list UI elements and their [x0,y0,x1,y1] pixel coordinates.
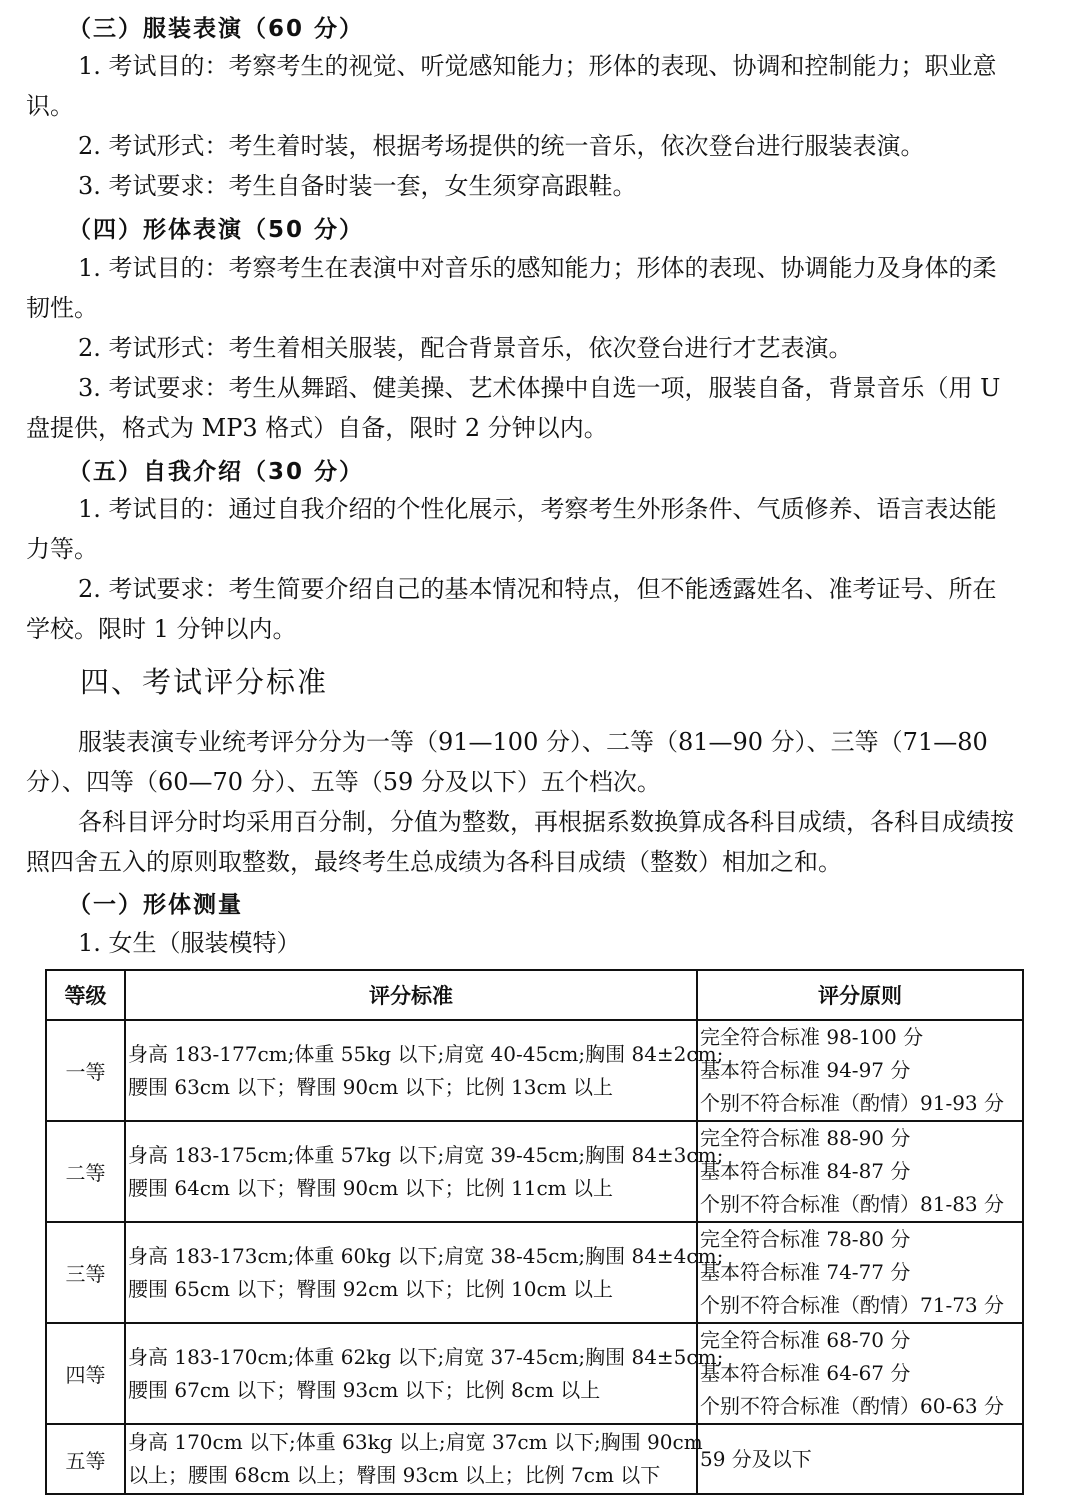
table-row [46,1222,1023,1323]
section-item: 1. 考试目的：考察考生在表演中对音乐的感知能力；形体的表现、协调能力及身体的柔韧性。 [26,254,997,322]
section-item: 2. 考试要求：考生简要介绍自己的基本情况和特点，但不能透露姓名、准考证号、所在学校。限时 1 分钟以内。 [26,575,997,643]
principle-cell [697,1222,1023,1323]
principle-line: 完全符合标准 68-70 分 [700,1328,911,1352]
table-row [46,1121,1023,1222]
standard-line: 腰围 64cm 以下；臀围 90cm 以下；比例 11cm 以上 [128,1175,613,1200]
standard-cell [125,1222,724,1323]
principle-line: 完全符合标准 78-80 分 [700,1227,911,1251]
standard-line: 腰围 67cm 以下；臀围 93cm 以下；比例 8cm 以上 [128,1377,601,1402]
grade-cell: 一等 [46,1020,125,1121]
header-principle: 评分原则 [697,970,1023,1020]
standard-line: 身高 183-177cm;体重 55kg 以下;肩宽 40-45cm;胸围 84±2cm; [128,1041,724,1066]
principle-line: 完全符合标准 88-90 分 [700,1126,911,1150]
principle-line: 59 分及以下 [700,1446,812,1471]
principle-line: 完全符合标准 98-100 分 [700,1025,924,1049]
header-standard: 评分标准 [125,970,697,1020]
table-row [46,1323,1023,1424]
standard-cell [125,1121,724,1222]
principle-cell [697,1121,1023,1222]
grade-cell: 二等 [46,1121,125,1222]
grade-cell: 三等 [46,1222,125,1323]
principle-line: 基本符合标准 84-87 分 [700,1159,911,1183]
scoring-title: 四、考试评分标准 [80,665,329,699]
table-row [46,1020,1023,1121]
section-heading-self-intro: （五）自我介绍（30 分） [68,459,365,485]
section-heading-costume-performance: （三）服装表演（60 分） [68,16,365,42]
sub-heading-body-measurement: （一）形体测量 [68,892,243,918]
section-item: 1. 考试目的：考察考生的视觉、听觉感知能力；形体的表现、协调和控制能力；职业意识。 [26,52,997,120]
principle-line: 基本符合标准 94-97 分 [700,1058,911,1082]
section-heading-body-performance: （四）形体表演（50 分） [68,217,365,243]
principle-cell [697,1323,1023,1424]
section-item: 3. 考试要求：考生从舞蹈、健美操、艺术体操中自选一项，服装自备，背景音乐（用 U 盘提供，格式为 MP3 格式）自备，限时 2 分钟以内。 [26,374,1001,442]
section-item: 3. 考试要求：考生自备时装一套，女生须穿高跟鞋。 [78,172,637,200]
standard-line: 腰围 65cm 以下；臀围 92cm 以下；比例 10cm 以上 [128,1276,613,1301]
principle-line: 个别不符合标准（酌情）91-93 分 [700,1091,1005,1115]
standard-line: 身高 170cm 以下;体重 63kg 以上;肩宽 37cm 以下;胸围 90cm [128,1430,703,1454]
sub-item-female-model: 1. 女生（服装模特） [78,929,301,957]
principle-line: 个别不符合标准（酌情）60-63 分 [700,1394,1005,1418]
principle-line: 基本符合标准 74-77 分 [700,1260,911,1284]
grade-cell: 五等 [46,1424,125,1494]
principle-line: 个别不符合标准（酌情）71-73 分 [700,1293,1005,1317]
grade-cell: 四等 [46,1323,125,1424]
section-item: 1. 考试目的：通过自我介绍的个性化展示，考察考生外形条件、气质修养、语言表达能力等。 [26,495,997,563]
principle-cell [697,1020,1023,1121]
header-grade: 等级 [46,970,125,1020]
standard-line: 腰围 63cm 以下；臀围 90cm 以下；比例 13cm 以上 [128,1074,613,1099]
principle-cell [697,1424,1023,1494]
standard-line: 身高 183-170cm;体重 62kg 以下;肩宽 37-45cm;胸围 84±5cm; [128,1344,724,1369]
standard-cell [125,1323,724,1424]
section-item: 2. 考试形式：考生着时装，根据考场提供的统一音乐，依次登台进行服装表演。 [78,132,925,160]
principle-line: 基本符合标准 64-67 分 [700,1361,911,1385]
standard-line: 以上；腰围 68cm 以上；臀围 93cm 以上；比例 7cm 以下 [128,1463,661,1487]
standard-line: 身高 183-175cm;体重 57kg 以下;肩宽 39-45cm;胸围 84±3cm; [128,1142,724,1167]
table-row [46,1424,1023,1494]
scoring-paragraph-method: 各科目评分时均采用百分制，分值为整数，再根据系数换算成各科目成绩，各科目成绩按照四舍五入的原则取整数，最终考生总成绩为各科目成绩（整数）相加之和。 [26,808,1014,876]
scoring-table [45,969,1024,1495]
table-header-row [46,970,1023,1020]
scoring-paragraph-grades: 服装表演专业统考评分分为一等（91—100 分）、二等（81—90 分）、三等（71—80 分）、四等（60—70 分）、五等（59 分及以下）五个档次。 [26,728,988,796]
standard-cell [125,1020,724,1121]
principle-line: 个别不符合标准（酌情）81-83 分 [700,1192,1005,1216]
standard-cell [125,1424,703,1494]
standard-line: 身高 183-173cm;体重 60kg 以下;肩宽 38-45cm;胸围 84±4cm; [128,1243,724,1268]
section-item: 2. 考试形式：考生着相关服装，配合背景音乐，依次登台进行才艺表演。 [78,334,853,362]
